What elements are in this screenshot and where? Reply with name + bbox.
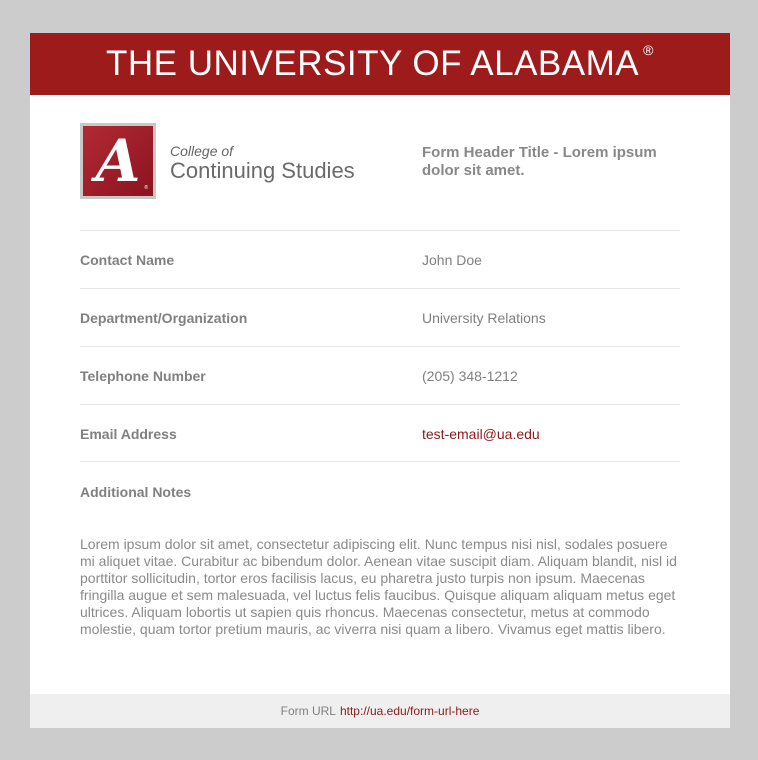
field-label: Email Address bbox=[80, 426, 177, 442]
form-header-title: Form Header Title - Lorem ipsum dolor sit amet. bbox=[422, 144, 657, 179]
field-row-department bbox=[80, 288, 680, 346]
additional-notes-body: Lorem ipsum dolor sit amet, consectetur adipiscing elit. Nunc tempus nisi nisl, sodales posuere mi aliquet vitae. Curabitur ac bibendum dolor. Aenean vitae suscipit diam. Aliquam blandit, nisl id porttitor sollicitudin, tortor eros facilisis lacus, eu pharetra justo turpis non ipsum. Maecenas fringilla augue et sem malesuada, vel luctus felis faucibus. Quisque aliquam aliquam metus eget ultrices. Aliquam lobortis ut sapien quis rhoncus. Maecenas consectetur, metus at commodo molestie, quam tortor pretium mauris, ac viverra nisi quam a libero. Vivamus eget mattis libero. bbox=[80, 536, 677, 637]
form-header bbox=[80, 123, 680, 199]
field-row-contact-name bbox=[80, 230, 680, 288]
banner-title: THE UNIVERSITY OF ALABAMA bbox=[106, 44, 640, 83]
email-container bbox=[30, 33, 730, 728]
continuing-studies-label: Continuing Studies bbox=[170, 158, 355, 183]
script-a-logo-icon bbox=[83, 126, 153, 196]
ua-logo bbox=[80, 123, 156, 199]
field-label: Telephone Number bbox=[80, 368, 206, 384]
form-footer bbox=[30, 694, 730, 728]
university-banner bbox=[30, 33, 730, 95]
additional-notes-label: Additional Notes bbox=[80, 484, 192, 500]
registered-mark: ® bbox=[643, 42, 654, 58]
college-of-label: College of bbox=[170, 143, 234, 159]
logo-registered-mark: ® bbox=[144, 185, 148, 191]
email-link[interactable]: test-email@ua.edu bbox=[422, 426, 540, 442]
form-fields bbox=[80, 230, 680, 462]
field-value: John Doe bbox=[422, 252, 482, 268]
form-url-link[interactable]: http://ua.edu/form-url-here bbox=[339, 704, 480, 718]
field-value: University Relations bbox=[422, 310, 546, 326]
field-row-telephone bbox=[80, 346, 680, 404]
logo-letter: A bbox=[95, 127, 141, 195]
field-label: Department/Organization bbox=[80, 310, 248, 326]
field-row-email bbox=[80, 404, 680, 462]
college-name bbox=[170, 143, 355, 183]
field-label: Contact Name bbox=[80, 252, 175, 268]
field-value: (205) 348-1212 bbox=[422, 368, 518, 384]
form-url-label: Form URL bbox=[280, 704, 336, 718]
